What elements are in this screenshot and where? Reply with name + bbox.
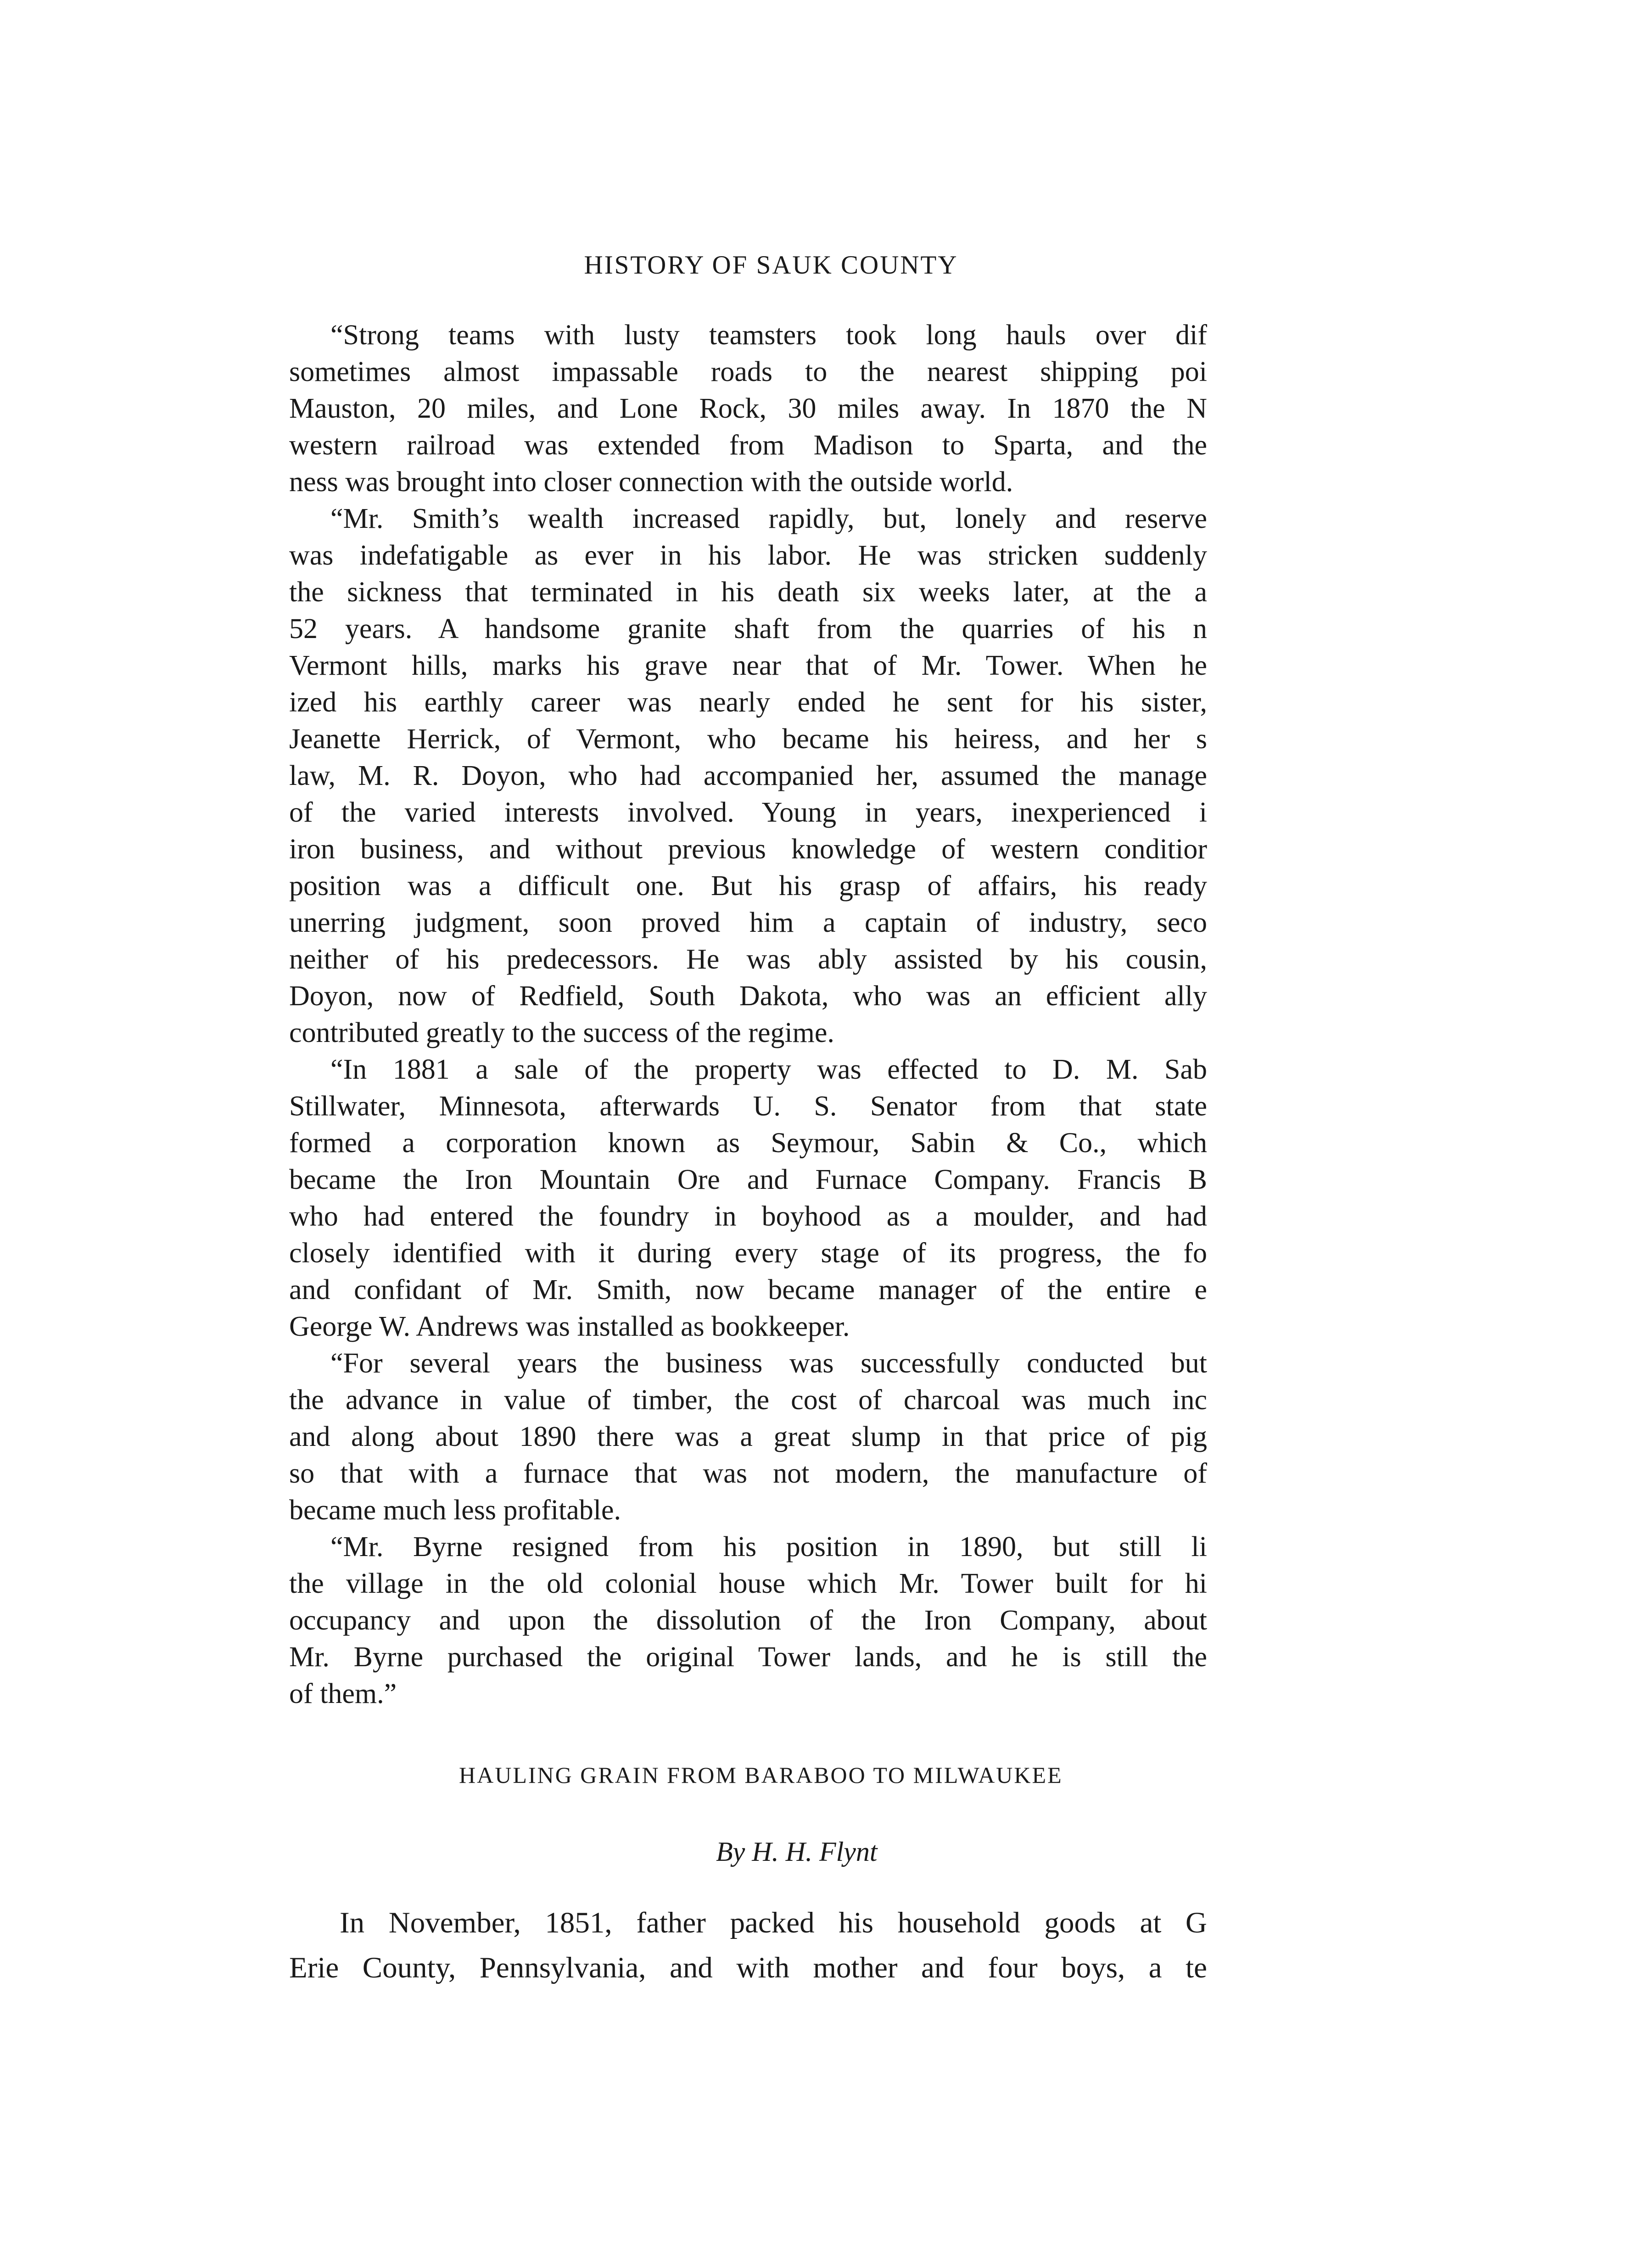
text-line: became the Iron Mountain Ore and Furnace Company. Francis B xyxy=(289,1164,1207,1195)
text-line: Mauston, 20 miles, and Lone Rock, 30 miles away. In 1870 the N xyxy=(289,393,1207,424)
text-line: Doyon, now of Redfield, South Dakota, who was an efficient ally xyxy=(289,980,1207,1012)
text-line: “Mr. Byrne resigned from his position in 1890, but still li xyxy=(330,1531,1207,1562)
text-line: “Strong teams with lusty teamsters took long hauls over dif xyxy=(330,319,1207,351)
text-line: Mr. Byrne purchased the original Tower lands, and he is still the xyxy=(289,1641,1207,1673)
text-line: Erie County, Pennsylvania, and with mother and four boys, a te xyxy=(289,1951,1207,1984)
text-line: of them.” xyxy=(289,1678,397,1709)
text-line: ized his earthly career was nearly ended he sent for his sister, xyxy=(289,687,1207,718)
text-line: In November, 1851, father packed his household goods at G xyxy=(340,1906,1207,1939)
text-line: “In 1881 a sale of the property was effected to D. M. Sab xyxy=(330,1054,1207,1085)
text-line: Stillwater, Minnesota, afterwards U. S. Senator from that state xyxy=(289,1091,1207,1122)
text-line: the village in the old colonial house which Mr. Tower built for hi xyxy=(289,1568,1207,1599)
text-line: so that with a furnace that was not modern, the manufacture of xyxy=(289,1458,1207,1489)
text-line: Jeanette Herrick, of Vermont, who became his heiress, and her s xyxy=(289,723,1207,755)
byline: By H. H. Flynt xyxy=(716,1837,878,1867)
text-line: and confidant of Mr. Smith, now became manager of the entire e xyxy=(289,1274,1207,1305)
text-line: position was a difficult one. But his grasp of affairs, his ready xyxy=(289,870,1207,902)
text-line: sometimes almost impassable roads to the nearest shipping poi xyxy=(289,356,1207,387)
text-line: “Mr. Smith’s wealth increased rapidly, but, lonely and reserve xyxy=(330,503,1207,534)
text-line: “For several years the business was successfully conducted but xyxy=(330,1348,1207,1379)
body-text xyxy=(289,317,1207,1740)
text-line: ness was brought into closer connection with the outside world. xyxy=(289,466,1013,498)
text-line: contributed greatly to the success of the regime. xyxy=(289,1017,834,1048)
text-line: became much less profitable. xyxy=(289,1495,621,1526)
text-line: law, M. R. Doyon, who had accompanied her, assumed the manage xyxy=(289,760,1207,791)
text-line: occupancy and upon the dissolution of the Iron Company, about xyxy=(289,1605,1207,1636)
text-line: neither of his predecessors. He was ably assisted by his cousin, xyxy=(289,944,1207,975)
text-line: unerring judgment, soon proved him a captain of industry, seco xyxy=(289,907,1207,938)
running-head: HISTORY OF SAUK COUNTY xyxy=(584,251,958,280)
section-title: HAULING GRAIN FROM BARABOO TO MILWAUKEE xyxy=(459,1762,1063,1788)
text-line: was indefatigable as ever in his labor. He was stricken suddenly xyxy=(289,540,1207,571)
text-line: George W. Andrews was installed as bookkeeper. xyxy=(289,1311,850,1342)
text-line: 52 years. A handsome granite shaft from the quarries of his n xyxy=(289,613,1207,644)
section-intro-text xyxy=(289,1900,1207,1990)
text-line: closely identified with it during every stage of its progress, the fo xyxy=(289,1238,1207,1269)
text-line: of the varied interests involved. Young in years, inexperienced i xyxy=(289,797,1207,828)
text-line: the advance in value of timber, the cost of charcoal was much inc xyxy=(289,1384,1207,1416)
text-line: Vermont hills, marks his grave near that of Mr. Tower. When he xyxy=(289,650,1207,681)
text-line: formed a corporation known as Seymour, Sabin & Co., which xyxy=(289,1127,1207,1159)
text-line: the sickness that terminated in his death six weeks later, at the a xyxy=(289,577,1207,608)
text-line: iron business, and without previous knowledge of western conditior xyxy=(289,834,1207,865)
text-line: and along about 1890 there was a great slump in that price of pig xyxy=(289,1421,1207,1452)
text-line: who had entered the foundry in boyhood as a moulder, and had xyxy=(289,1201,1207,1232)
text-line: western railroad was extended from Madison to Sparta, and the xyxy=(289,430,1207,461)
